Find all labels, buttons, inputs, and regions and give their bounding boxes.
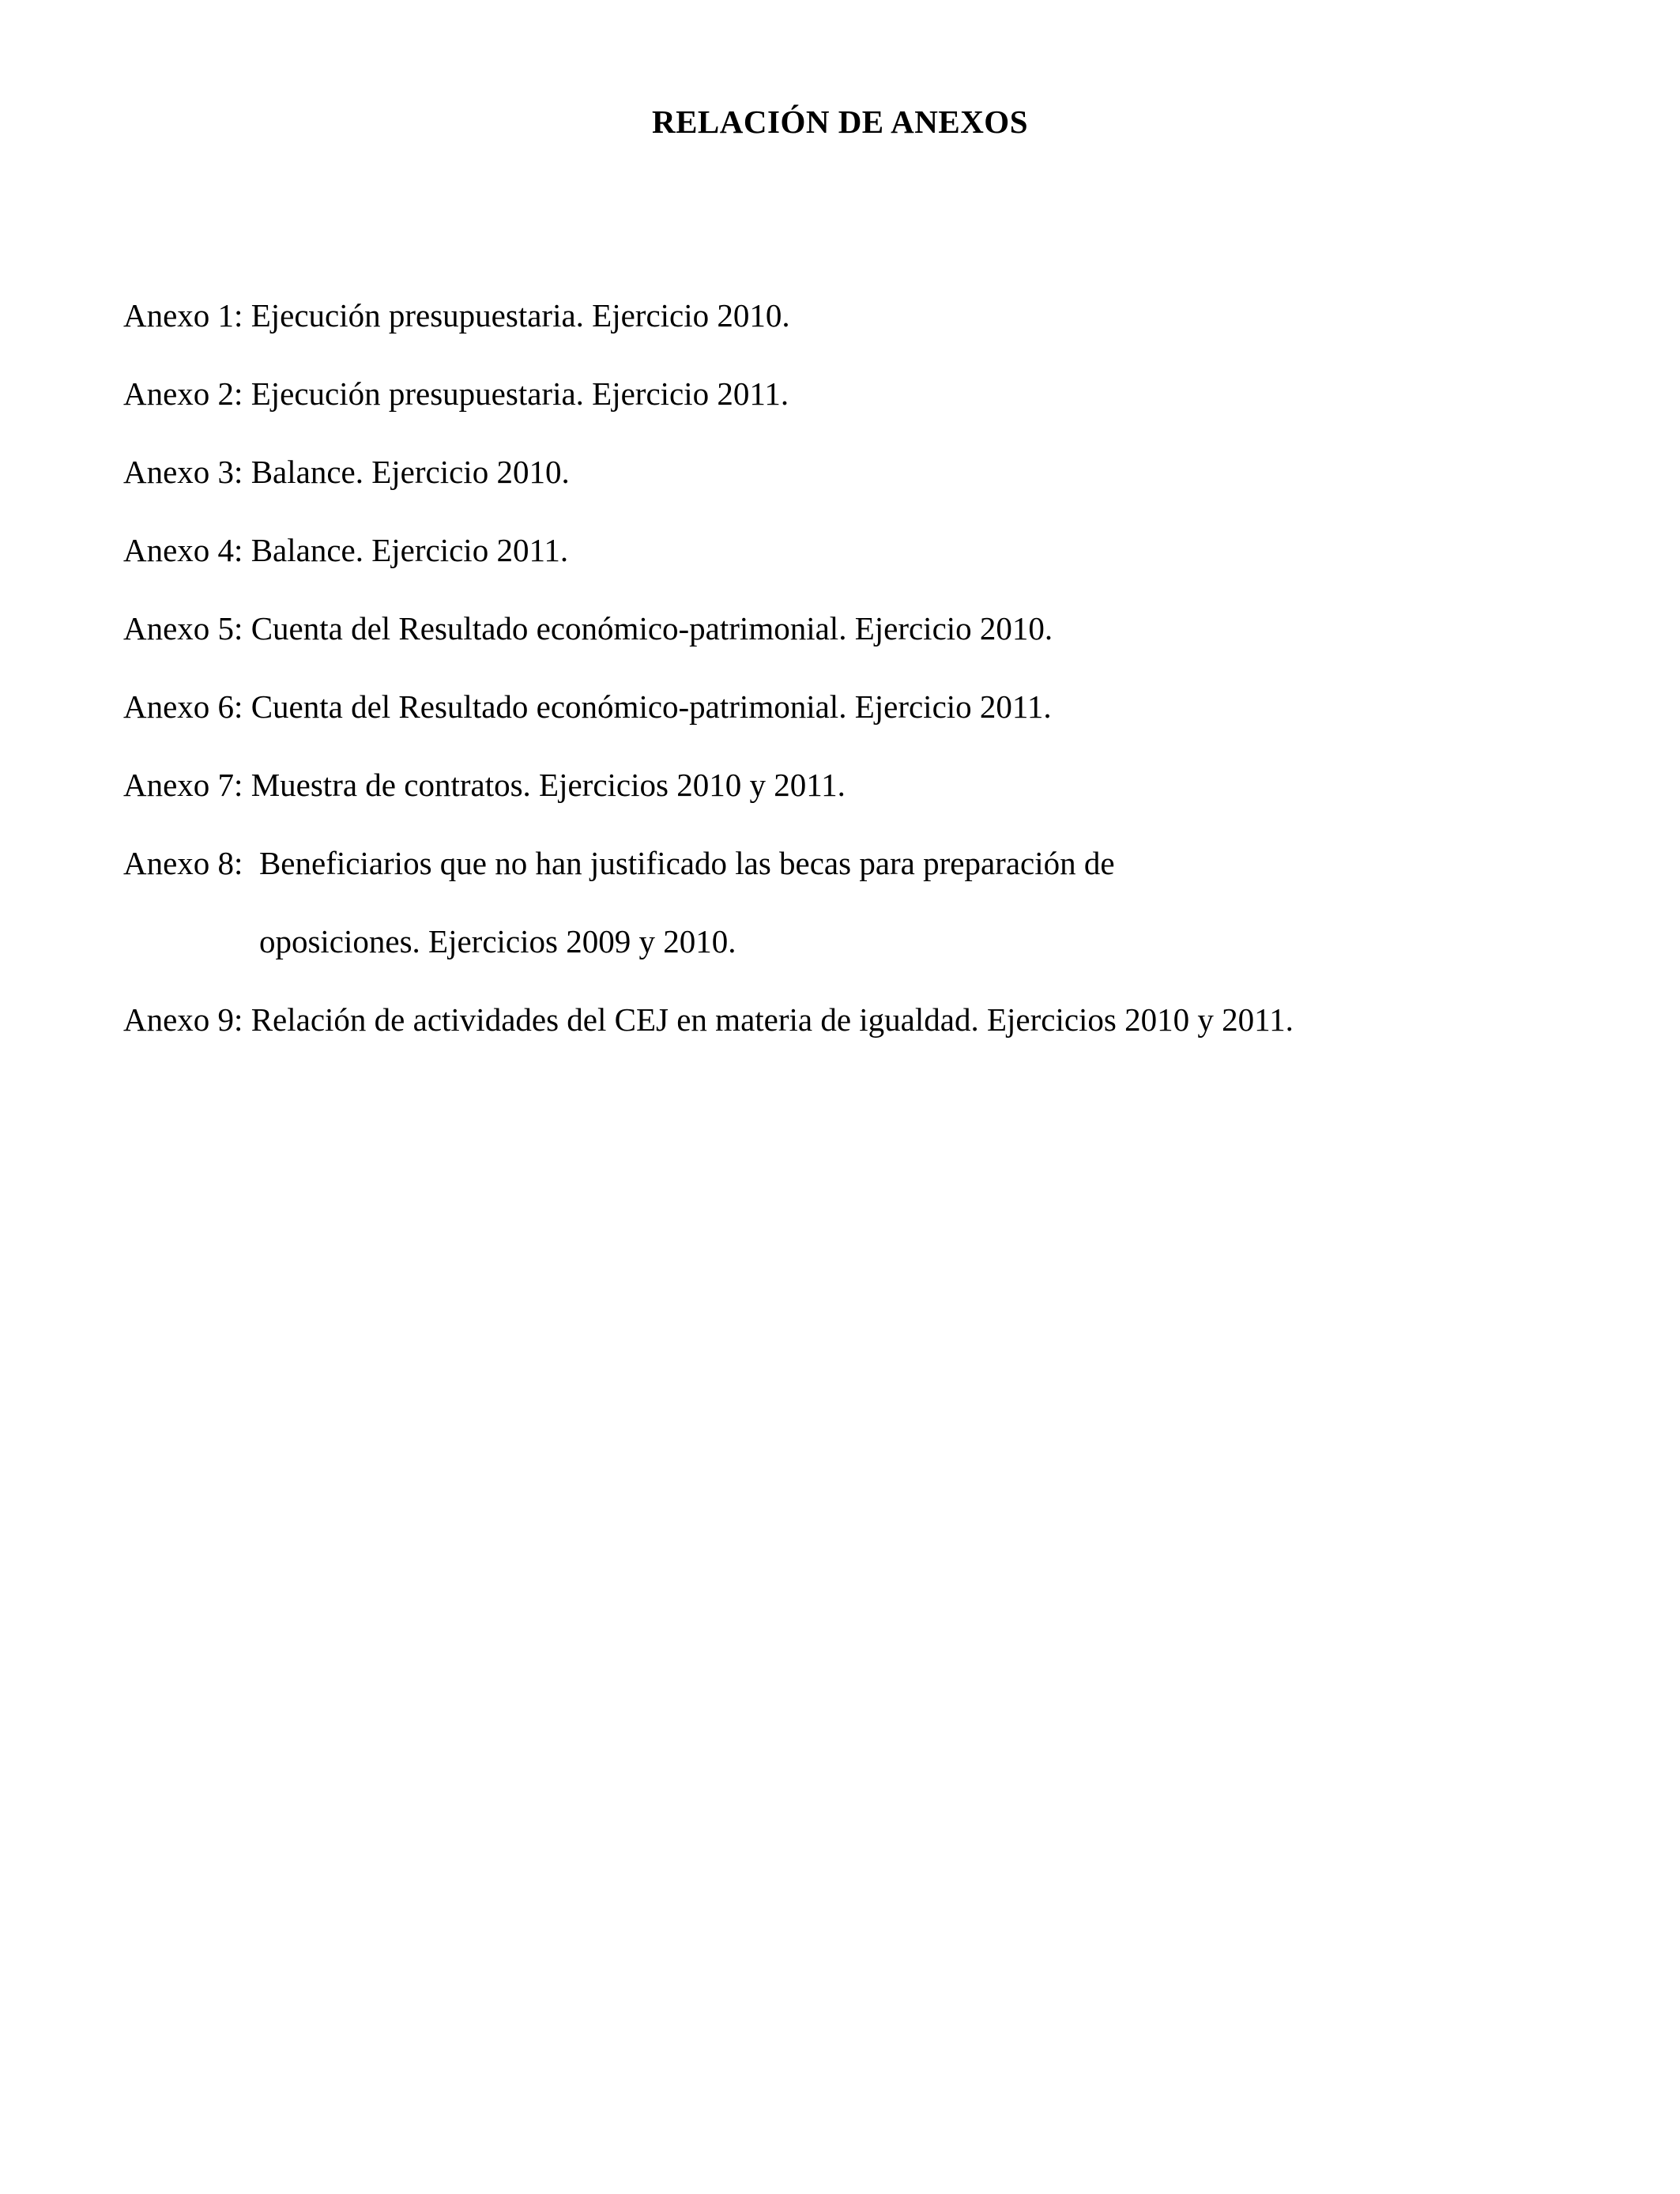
annex-description-line-2: oposiciones. Ejercicios 2009 y 2010.	[258, 923, 736, 959]
annex-label: Anexo 7:	[123, 767, 243, 803]
list-item-annex-2	[123, 355, 1625, 433]
annex-label: Anexo 5:	[123, 610, 243, 647]
annex-description-text: Relación de actividades del CEJ en materia de igualdad. Ejercicios 2010 y 2011.	[250, 1001, 1294, 1038]
annex-description	[243, 668, 1051, 746]
annex-label: Anexo 9:	[123, 1001, 243, 1038]
annex-list	[123, 277, 1625, 1059]
annex-description-text: Muestra de contratos. Ejercicios 2010 y 2011.	[250, 767, 846, 803]
list-item-annex-7	[123, 746, 1625, 824]
annex-label: Anexo 6:	[123, 688, 243, 725]
annex-label: Anexo 8:	[123, 845, 243, 881]
list-item-annex-8	[123, 824, 1625, 981]
annex-description	[259, 824, 1115, 981]
annex-description-text: Cuenta del Resultado económico-patrimonial. Ejercicio 2011.	[250, 688, 1052, 725]
list-item-annex-4	[123, 511, 1625, 590]
list-item-annex-9	[123, 981, 1625, 1059]
annex-description	[243, 277, 789, 355]
annex-label: Anexo 1:	[123, 297, 243, 334]
list-item-annex-5	[123, 590, 1625, 668]
annex-description-text: Cuenta del Resultado económico-patrimonial. Ejercicio 2010.	[250, 610, 1053, 647]
annex-description	[243, 433, 569, 511]
annex-description-text: Ejecución presupuestaria. Ejercicio 2011.	[250, 375, 789, 412]
list-item-annex-6	[123, 668, 1625, 746]
annex-description-text: Balance. Ejercicio 2010.	[250, 454, 570, 490]
annex-description-line-1: Beneficiarios que no han justificado las becas para preparación de	[258, 845, 1115, 881]
annex-description	[243, 590, 1053, 668]
list-item-annex-1	[123, 277, 1625, 355]
annex-description	[243, 981, 1293, 1059]
annex-description	[243, 746, 845, 824]
list-item-annex-3	[123, 433, 1625, 511]
annex-label: Anexo 3:	[123, 454, 243, 490]
annex-label: Anexo 4:	[123, 532, 243, 568]
annex-description	[243, 355, 789, 433]
page-title: RELACIÓN DE ANEXOS	[651, 104, 1029, 140]
annex-label: Anexo 2:	[123, 375, 243, 412]
annex-description	[243, 511, 568, 590]
annex-description-text: Balance. Ejercicio 2011.	[250, 532, 569, 568]
annex-description-text: Ejecución presupuestaria. Ejercicio 2010.	[250, 297, 790, 334]
